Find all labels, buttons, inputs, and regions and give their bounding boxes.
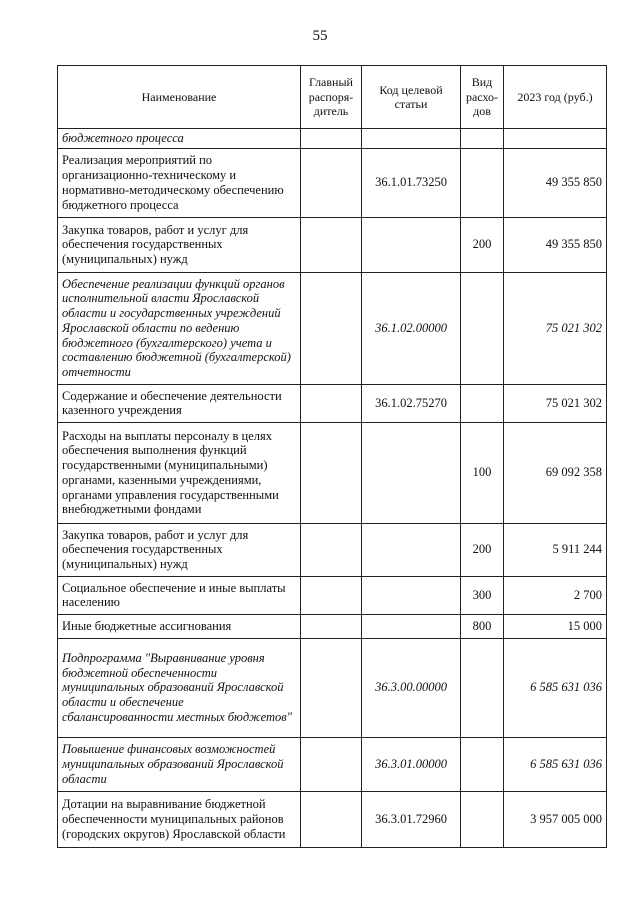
table-row bbox=[58, 737, 607, 791]
cell-code bbox=[362, 523, 461, 576]
cell-amount: 49 355 850 bbox=[504, 148, 607, 217]
page-number: 55 bbox=[312, 28, 328, 44]
table-row bbox=[58, 148, 607, 217]
cell-vid bbox=[461, 791, 504, 847]
cell-amount: 49 355 850 bbox=[504, 217, 607, 272]
cell-code bbox=[362, 422, 461, 523]
cell-code: 36.1.02.75270 bbox=[362, 384, 461, 422]
table-row bbox=[58, 422, 607, 523]
header-year: 2023 год (руб.) bbox=[504, 66, 607, 129]
cell-vid bbox=[461, 148, 504, 217]
cell-vid: 800 bbox=[461, 614, 504, 638]
cell-code: 36.1.01.73250 bbox=[362, 148, 461, 217]
cell-vid: 200 bbox=[461, 217, 504, 272]
table-row bbox=[58, 272, 607, 384]
cell-admin bbox=[301, 614, 362, 638]
cell-name: Дотации на выравнивание бюджетной обеспеченности муниципальных районов (городских округов) Ярославской области bbox=[58, 791, 301, 847]
cell-vid bbox=[461, 272, 504, 384]
cell-amount: 69 092 358 bbox=[504, 422, 607, 523]
cell-code bbox=[362, 217, 461, 272]
cell-code: 36.1.02.00000 bbox=[362, 272, 461, 384]
header-vid: Вид расхо-дов bbox=[461, 66, 504, 129]
budget-table bbox=[57, 65, 607, 848]
cell-name: Подпрограмма "Выравнивание уровня бюджетной обеспеченности муниципальных образований Ярославской области и обеспечение сбалансированности местных бюджетов" bbox=[58, 638, 301, 737]
cell-vid: 100 bbox=[461, 422, 504, 523]
table-row bbox=[58, 576, 607, 614]
cell-amount: 75 021 302 bbox=[504, 272, 607, 384]
cell-name: Закупка товаров, работ и услуг для обеспечения государственных (муниципальных) нужд bbox=[58, 523, 301, 576]
cell-admin bbox=[301, 791, 362, 847]
cell-code: 36.3.00.00000 bbox=[362, 638, 461, 737]
cell-amount: 75 021 302 bbox=[504, 384, 607, 422]
cell-admin bbox=[301, 148, 362, 217]
header-admin: Главный распоря-дитель bbox=[301, 66, 362, 129]
cell-admin bbox=[301, 523, 362, 576]
table-row bbox=[58, 523, 607, 576]
table-row bbox=[58, 791, 607, 847]
cell-name: Закупка товаров, работ и услуг для обеспечения государственных (муниципальных) нужд bbox=[58, 217, 301, 272]
cell-admin bbox=[301, 129, 362, 149]
table-row bbox=[58, 384, 607, 422]
cell-code bbox=[362, 576, 461, 614]
table-row bbox=[58, 614, 607, 638]
cell-admin bbox=[301, 272, 362, 384]
cell-name: Повышение финансовых возможностей муниципальных образований Ярославской области bbox=[58, 737, 301, 791]
cell-admin bbox=[301, 638, 362, 737]
cell-vid bbox=[461, 384, 504, 422]
cell-amount: 3 957 005 000 bbox=[504, 791, 607, 847]
cell-code bbox=[362, 129, 461, 149]
cell-name: Содержание и обеспечение деятельности казенного учреждения bbox=[58, 384, 301, 422]
cell-name: бюджетного процесса bbox=[58, 129, 301, 149]
cell-name: Расходы на выплаты персоналу в целях обеспечения выполнения функций государственными (муниципальными) органами, казенными учреждениями, органами управления государственными внебюджетными фондами bbox=[58, 422, 301, 523]
table-row bbox=[58, 638, 607, 737]
cell-name: Иные бюджетные ассигнования bbox=[58, 614, 301, 638]
cell-code: 36.3.01.72960 bbox=[362, 791, 461, 847]
cell-vid bbox=[461, 638, 504, 737]
cell-admin bbox=[301, 422, 362, 523]
cell-code: 36.3.01.00000 bbox=[362, 737, 461, 791]
cell-amount bbox=[504, 129, 607, 149]
cell-amount: 6 585 631 036 bbox=[504, 737, 607, 791]
cell-amount: 6 585 631 036 bbox=[504, 638, 607, 737]
header-code: Код целевой статьи bbox=[362, 66, 461, 129]
cell-name: Обеспечение реализации функций органов исполнительной власти Ярославской области и государственных учреждений Ярославской области по ведению бюджетного (бухгалтерского) учета и составлению бюджетной (бухгалтерской) отчетности bbox=[58, 272, 301, 384]
cell-admin bbox=[301, 384, 362, 422]
header-name: Наименование bbox=[58, 66, 301, 129]
cell-admin bbox=[301, 576, 362, 614]
table-row bbox=[58, 217, 607, 272]
cell-name: Реализация мероприятий по организационно-техническому и нормативно-методическому обеспечению бюджетного процесса bbox=[58, 148, 301, 217]
cell-vid: 200 bbox=[461, 523, 504, 576]
cell-amount: 2 700 bbox=[504, 576, 607, 614]
cell-amount: 5 911 244 bbox=[504, 523, 607, 576]
cell-vid bbox=[461, 129, 504, 149]
table-row bbox=[58, 129, 607, 149]
cell-vid: 300 bbox=[461, 576, 504, 614]
cell-vid bbox=[461, 737, 504, 791]
table-header-row bbox=[58, 66, 607, 129]
cell-code bbox=[362, 614, 461, 638]
cell-admin bbox=[301, 217, 362, 272]
cell-name: Социальное обеспечение и иные выплаты населению bbox=[58, 576, 301, 614]
cell-amount: 15 000 bbox=[504, 614, 607, 638]
cell-admin bbox=[301, 737, 362, 791]
